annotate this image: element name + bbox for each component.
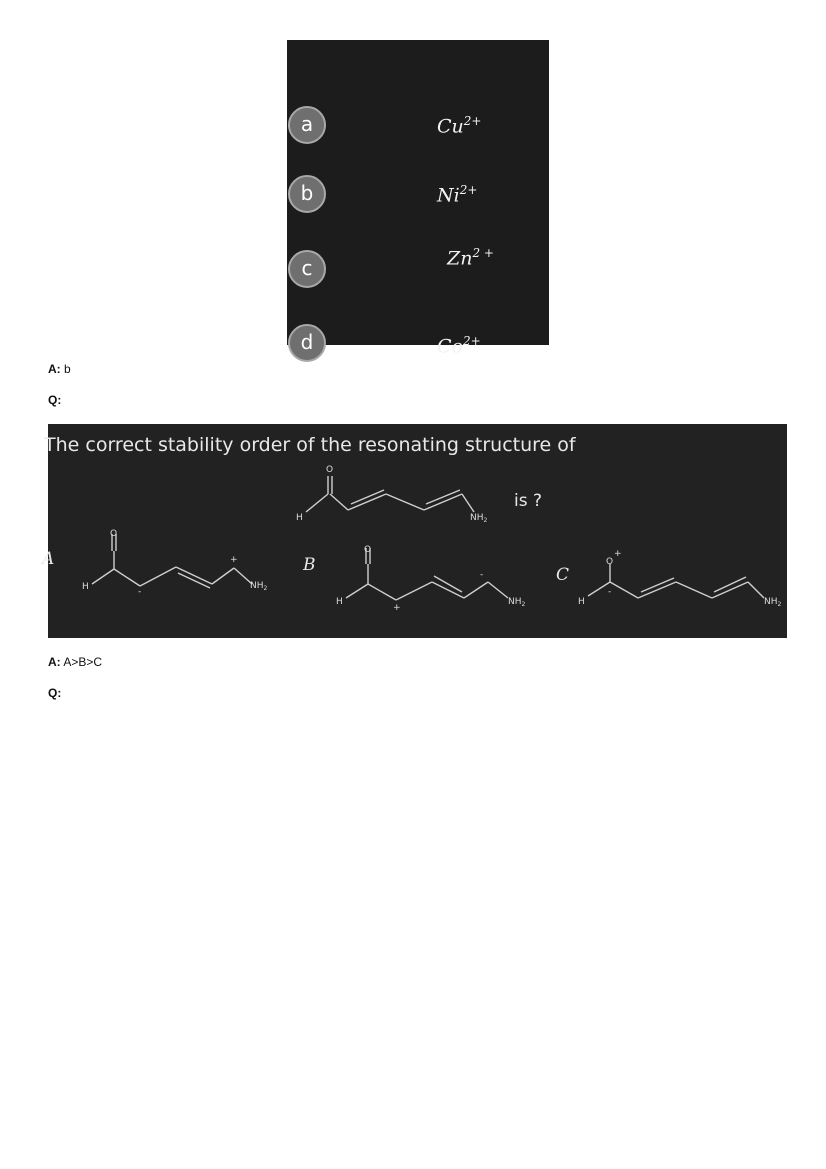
label-c: C <box>556 565 570 585</box>
answer-2 <box>48 655 102 669</box>
option-c-ion: $Zn^{2 +}$ <box>447 246 494 270</box>
a-amine: $NH_2$ <box>250 581 268 592</box>
answer-label: A: <box>48 362 61 376</box>
answer-value: A>B>C <box>63 655 103 669</box>
option-b-ion: $Ni^{2+}$ <box>437 183 478 207</box>
answer-value: b <box>64 362 71 376</box>
label-b: B <box>303 555 316 575</box>
a-minus: - <box>138 587 142 597</box>
option-b-badge: b <box>288 175 326 213</box>
b-oxygen: O <box>364 545 372 555</box>
question-3-label: Q: <box>48 686 62 700</box>
question-2-label: Q: <box>48 393 62 407</box>
b-minus: - <box>480 570 484 580</box>
label-a: A <box>42 549 55 569</box>
b-plus: + <box>393 603 401 613</box>
option-d-badge: d <box>288 324 326 362</box>
c-oxygen: O <box>606 557 614 567</box>
parent-hydrogen: H <box>296 513 303 523</box>
option-a-ion: $Cu^{2+}$ <box>437 114 482 138</box>
c-minus: - <box>608 587 612 597</box>
answer-label: A: <box>48 655 61 669</box>
question-suffix: is ? <box>514 491 543 511</box>
parent-amine: $NH_2$ <box>470 513 488 524</box>
a-hydrogen: H <box>82 582 89 592</box>
a-plus: + <box>230 555 238 565</box>
resonance-structures-image <box>42 424 787 638</box>
a-oxygen: O <box>110 529 118 539</box>
c-plus: + <box>614 549 622 559</box>
c-hydrogen: H <box>578 597 585 607</box>
c-amine: $NH_2$ <box>764 597 782 608</box>
option-d-ion: $Co^{2+}$ <box>437 334 481 358</box>
option-a-badge: a <box>288 106 326 144</box>
question-text: The correct stability order of the resonating structure of <box>44 434 576 456</box>
options-image <box>287 40 549 358</box>
option-c-badge: c <box>288 250 326 288</box>
answer-1 <box>48 362 71 376</box>
b-hydrogen: H <box>336 597 343 607</box>
parent-oxygen: O <box>326 465 334 475</box>
b-amine: $NH_2$ <box>508 597 526 608</box>
